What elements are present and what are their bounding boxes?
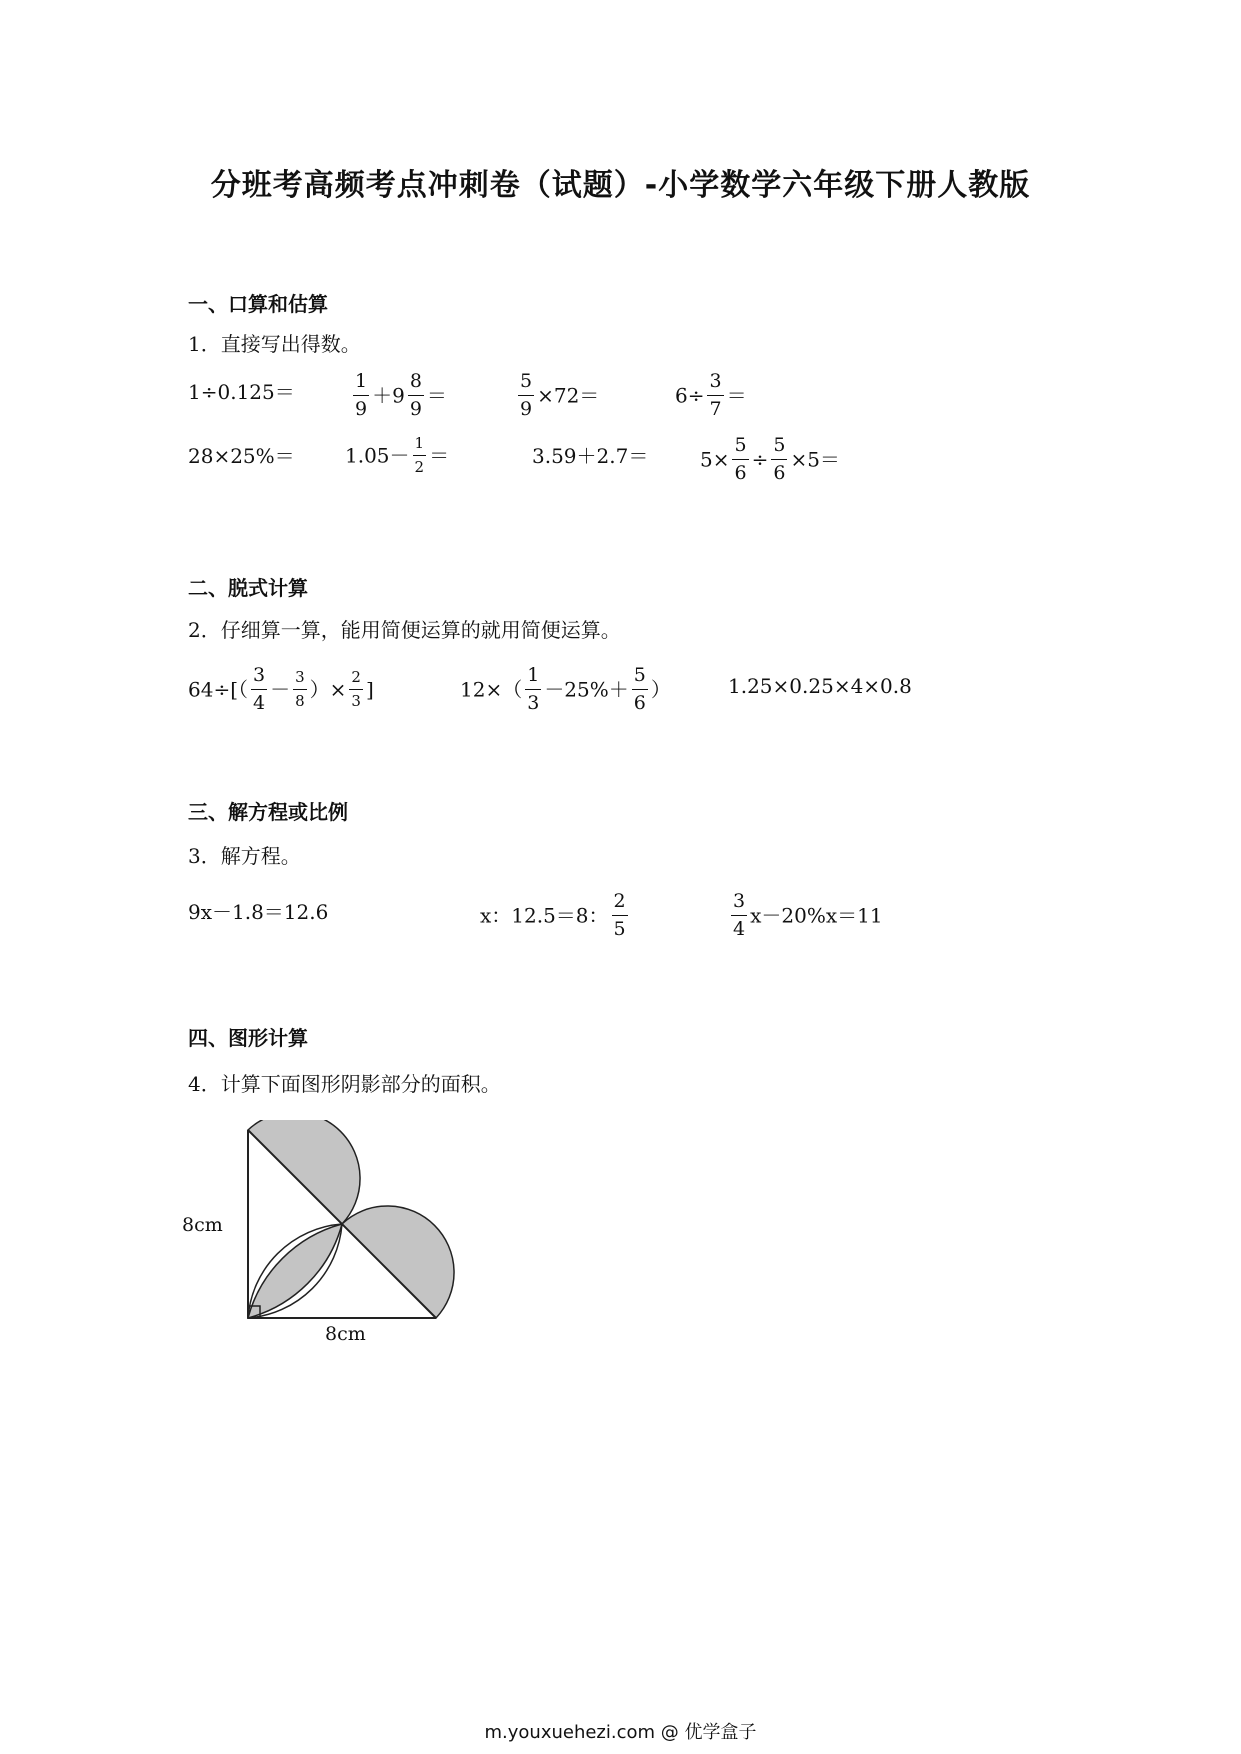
equation-1: 9x－1.8＝12.6 [188, 900, 329, 924]
shaded-area-figure [180, 1120, 470, 1350]
oral-expr-5: 28×25%＝ [188, 444, 295, 468]
calc-expr-3: 1.25×0.25×4×0.8 [728, 674, 912, 698]
oral-expr-8: 5× $\frac{5}{6}$ ÷ $\frac{5}{6}$ ×5＝ [700, 434, 840, 484]
equation-2: x：12.5＝8： $\frac{2}{5}$ [480, 890, 626, 940]
question-2: 2．仔细算一算，能用简便运算的就用简便运算。 [188, 618, 621, 642]
equation-3: $\frac{3}{4}$ x－20%x＝11 [733, 890, 883, 940]
question-4: 4．计算下面图形阴影部分的面积。 [188, 1072, 501, 1096]
base-length-label: 8cm [325, 1323, 366, 1345]
middle-shaded-lens [248, 1224, 342, 1318]
oral-expr-2: $\frac{1}{9}$ ＋9 $\frac{8}{9}$ ＝ [355, 370, 447, 420]
question-1: 1．直接写出得数。 [188, 332, 361, 356]
footer-watermark: m.youxuehezi.com @ 优学盒子 [484, 1722, 757, 1743]
oral-expr-7: 3.59＋2.7＝ [532, 444, 649, 468]
question-3: 3．解方程。 [188, 844, 301, 868]
calc-expr-1: 64÷[（ $\frac{3}{4}$ － $\frac{3}{8}$ ）× $\frac{2}{3}$ ] [188, 664, 374, 714]
side-length-label: 8cm [182, 1214, 223, 1236]
calc-expr-2: 12×（ $\frac{1}{3}$ －25%＋ $\frac{5}{6}$ ） [460, 664, 671, 714]
oral-expr-1: 1÷0.125＝ [188, 380, 295, 404]
upper-shaded-semicircle [248, 1120, 360, 1224]
page-title: 分班考高频考点冲刺卷（试题）-小学数学六年级下册人教版 [210, 168, 1031, 203]
oral-expr-4: 6÷ $\frac{3}{7}$ ＝ [675, 370, 747, 420]
lower-shaded-semicircle [342, 1206, 454, 1318]
section-heading-equation: 三、解方程或比例 [188, 800, 348, 824]
oral-expr-3: $\frac{5}{9}$ ×72＝ [520, 370, 600, 420]
oral-expr-6: 1.05－ $\frac{1}{2}$ ＝ [345, 434, 450, 476]
section-heading-oral: 一、口算和估算 [188, 292, 328, 316]
section-heading-geometry: 四、图形计算 [188, 1026, 308, 1050]
section-heading-calc: 二、脱式计算 [188, 576, 308, 600]
